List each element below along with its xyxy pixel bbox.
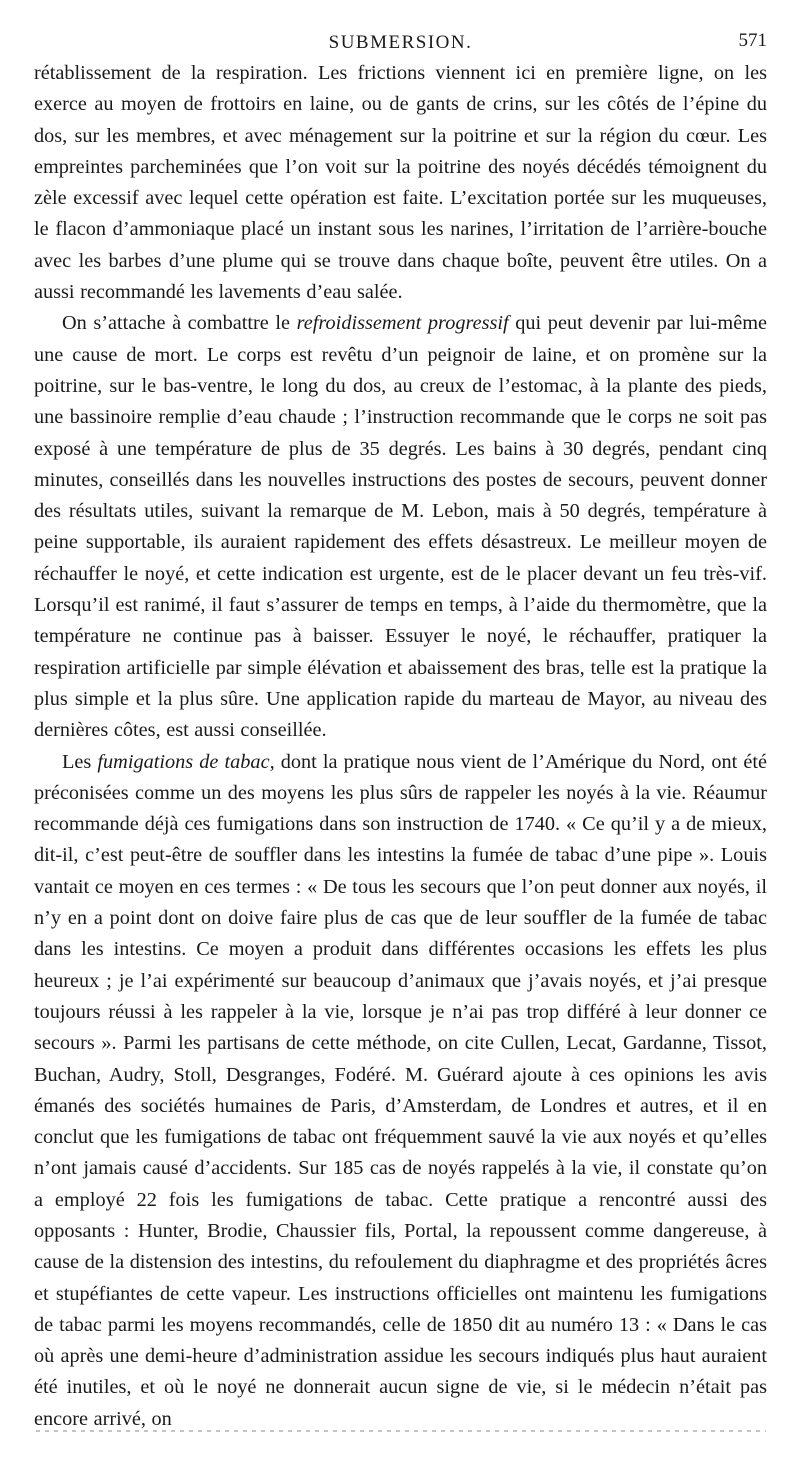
paragraph-3-lead: Les — [62, 750, 98, 773]
page-number: 571 — [738, 30, 767, 51]
book-page — [34, 30, 767, 1435]
paragraph-3 — [34, 747, 767, 1436]
bleed-through-trace — [36, 1430, 766, 1432]
paragraph-1: rétablissement de la respiration. Les frictions viennent ici en première ligne, on les exerce au moyen de frottoirs en laine, ou de gants de crins, sur les côtés de l’épine du dos, sur les membres, et avec ménagement sur la poitrine et sur la région du cœur. Les empreintes parcheminées que l’on voit sur la poitrine des noyés décédés témoignent du zèle excessif avec lequel cette opération est faite. L’excitation portée sur les muqueuses, le flacon d’ammoniaque placé un instant sous les narines, l’irritation de l’arrière-bouche avec les barbes d’une plume qui se trouve dans chaque boîte, peuvent être utiles. On a aussi recommandé les lavements d’eau salée. — [34, 62, 767, 304]
body-text — [34, 58, 767, 1435]
paragraph-2-lead: On s’attache à combattre le — [62, 312, 297, 335]
paragraph-3-emphasis: fumigations de tabac, — [97, 750, 275, 773]
running-head-title: SUBMERSION. — [328, 32, 473, 53]
paragraph-2-rest: qui peut devenir par lui-même une cause de mort. Le corps est revêtu d’un peignoir de laine, et on promène sur la poitrine, sur le bas-ventre, le long du dos, au creux de l’estomac, à la plante des pieds, une bassinoire remplie d’eau chaude ; l’instruction recommande que le corps ne soit pas exposé à une température de plus de 35 degrés. Les bains à 30 degrés, pendant cinq minutes, conseillés dans les nouvelles instructions des postes de secours, peuvent donner des résultats utiles, suivant la remarque de M. Lebon, mais à 50 degrés, température à peine supportable, ils auraient rapidement des effets désastreux. Le meilleur moyen de réchauffer le noyé, et cette indication est urgente, est de le placer devant un feu très-vif. Lorsqu’il est ranimé, il faut s’assurer de temps en temps, à l’aide du thermomètre, que la température ne continue pas à baisser. Essuyer le noyé, le réchauffer, pratiquer la respiration artificielle par simple élévation et abaissement des bras, telle est la pratique la plus simple et la plus sûre. Une application rapide du marteau de Mayor, au niveau des dernières côtes, est aussi conseillée. — [34, 312, 767, 742]
paragraph-3-rest: dont la pratique nous vient de l’Amérique du Nord, ont été préconisées comme un des moyens les plus sûrs de rappeler les noyés à la vie. Réaumur recommande déjà ces fumigations dans son instruction de 1740. « Ce qu’il y a de mieux, dit-il, c’est peut-être de souffler dans les intestins la fumée de tabac d’une pipe ». Louis vantait ce moyen en ces termes : « De tous les secours que l’on peut donner aux noyés, il n’y en a point dont on doive faire plus de cas que de leur souffler de la fumée de tabac dans les intestins. Ce moyen a produit dans différentes occasions les effets les plus heureux ; je l’ai expérimenté sur beaucoup d’animaux que j’avais noyés, et j’ai presque toujours réussi à les rappeler à la vie, lorsque je n’ai pas trop différé à leur donner ce secours ». Parmi les partisans de cette méthode, on cite Cullen, Lecat, Gardanne, Tissot, Buchan, Audry, Stoll, Desgranges, Fodéré. M. Guérard ajoute à ces opinions les avis émanés des sociétés humaines de Paris, d’Amsterdam, de Londres et autres, et il en conclut que les fumigations de tabac ont fréquemment sauvé la vie aux noyés et qu’elles n’ont jamais causé d’accidents. Sur 185 cas de noyés rappelés à la vie, il constate qu’on a employé 22 fois les fumigations de tabac. Cette pratique a rencontré aussi des opposants : Hunter, Brodie, Chaussier fils, Portal, la repoussent comme dangereuse, à cause de la distension des intestins, du refoulement du diaphragme et des propriétés âcres et stupéfiantes de cette vapeur. Les instructions officielles ont maintenu les fumigations de tabac parmi les moyens recommandés, celle de 1850 dit au numéro 13 : « Dans le cas où après une demi-heure d’administration assidue les secours indiqués plus haut auraient été inutiles, et où le noyé ne donnerait aucun signe de vie, si le médecin n’était pas encore arrivé, on — [34, 750, 767, 1430]
running-head — [34, 30, 767, 58]
paragraph-2 — [34, 308, 767, 746]
paragraph-2-emphasis: refroidissement progressif — [296, 312, 509, 335]
